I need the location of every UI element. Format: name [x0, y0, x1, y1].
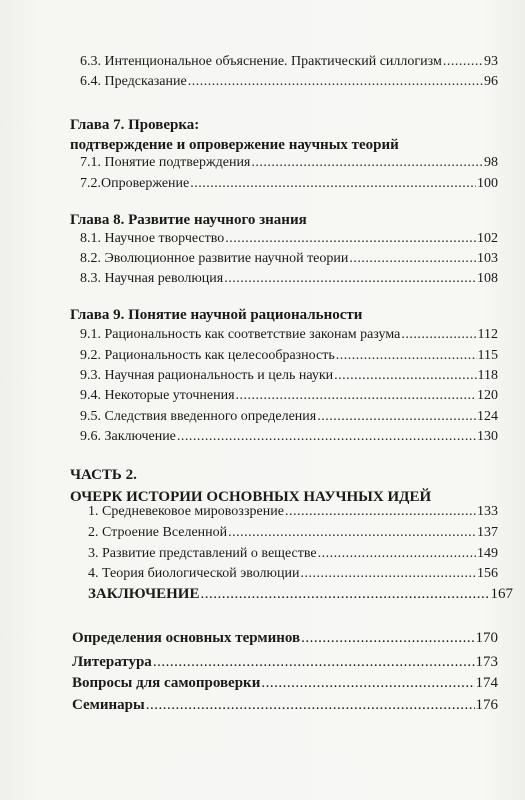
dot-leader [443, 54, 483, 70]
toc-entry-title: Семинары [72, 697, 145, 713]
toc-entry-page: 118 [477, 368, 498, 383]
dot-leader [336, 348, 477, 364]
toc-entry-title: 9.1. Рациональность как соответствие законам разума [80, 327, 401, 342]
toc-entry-page: 137 [477, 525, 498, 540]
toc-entry-page: 174 [475, 675, 498, 691]
toc-entry-conclusion [88, 586, 513, 602]
dot-leader [317, 409, 476, 425]
part-heading-2: ЧАСТЬ 2. [70, 467, 137, 483]
toc-entry-page: 93 [484, 54, 498, 69]
dot-leader [228, 525, 476, 541]
toc-entry-6-4 [80, 74, 498, 90]
toc-entry-9-5 [80, 409, 498, 425]
toc-entry-page: 156 [477, 566, 498, 581]
toc-entry-page: 98 [484, 155, 498, 170]
toc-entry-title: 9.3. Научная рациональность и цель науки [80, 368, 334, 383]
toc-entry-8-2 [80, 251, 498, 267]
toc-entry-page: 100 [477, 176, 498, 191]
toc-entry-9-3 [80, 368, 498, 384]
toc-entry-page: 112 [477, 327, 498, 342]
toc-entry-title: 9.5. Следствия введенного определения [80, 409, 317, 424]
dot-leader [401, 327, 476, 343]
dot-leader [334, 368, 476, 384]
toc-entry-page: 103 [477, 251, 498, 266]
toc-entry-title: 3. Развитие представлений о веществе [88, 546, 317, 561]
toc-entry-title: Определения основных терминов [72, 630, 301, 646]
dot-leader [251, 155, 483, 171]
toc-entry-p2-3 [88, 546, 498, 562]
toc-entry-title: 2. Строение Вселенной [88, 525, 228, 540]
toc-entry-page: 170 [475, 630, 498, 646]
toc-entry-title: ЗАКЛЮЧЕНИЕ [88, 586, 200, 602]
toc-entry-page: 120 [477, 388, 498, 403]
dot-leader [224, 271, 476, 287]
toc-entry-page: 176 [475, 697, 498, 713]
toc-entry-title: 8.3. Научная революция [80, 271, 224, 286]
dot-leader [318, 546, 476, 562]
toc-entry-page: 124 [477, 409, 498, 424]
dot-leader [236, 388, 476, 404]
chapter-heading-8: Глава 8. Развитие научного знания [70, 212, 307, 228]
dot-leader [300, 566, 476, 582]
toc-entry-8-1 [80, 231, 498, 247]
toc-entry-page: 130 [477, 429, 498, 444]
toc-entry-page: 115 [477, 348, 498, 363]
toc-entry-9-6 [80, 429, 498, 445]
toc-entry-title: 6.4. Предсказание [80, 74, 187, 89]
toc-entry-title: 1. Средневековое мировоззрение [88, 504, 284, 519]
dot-leader [146, 697, 475, 713]
part-heading-2-subtitle: ОЧЕРК ИСТОРИИ ОСНОВНЫХ НАУЧНЫХ ИДЕЙ [70, 489, 432, 505]
toc-entry-title: 9.2. Рациональность как целесообразность [80, 348, 335, 363]
toc-entry-9-4 [80, 388, 498, 404]
toc-entry-literature [72, 654, 498, 670]
toc-entry-page: 102 [477, 231, 498, 246]
toc-entry-6-3 [80, 54, 498, 70]
toc-entry-seminars [72, 697, 498, 713]
chapter-heading-7-subtitle: подтверждение и опровержение научных теорий [70, 137, 399, 153]
dot-leader [188, 74, 483, 90]
toc-entry-definitions [72, 630, 498, 646]
toc-entry-title: 8.2. Эволюционное развитие научной теории [80, 251, 349, 266]
toc-entry-title: Литература [72, 654, 152, 670]
toc-entry-self-check [72, 675, 498, 691]
toc-entry-7-2 [80, 176, 498, 192]
toc-entry-title: 7.1. Понятие подтверждения [80, 155, 251, 170]
dot-leader [200, 586, 489, 602]
toc-entry-page: 108 [477, 271, 498, 286]
toc-entry-title: 6.3. Интенциональное объяснение. Практический силлогизм [80, 54, 442, 69]
toc-entry-7-1 [80, 155, 498, 171]
toc-entry-title: 9.6. Заключение [80, 429, 176, 444]
dot-leader [285, 504, 476, 520]
chapter-heading-7: Глава 7. Проверка: [70, 117, 200, 133]
toc-entry-page: 96 [484, 74, 498, 89]
toc-entry-p2-2 [88, 525, 498, 541]
toc-entry-p2-1 [88, 504, 498, 520]
toc-entry-page: 173 [475, 654, 498, 670]
toc-entry-9-1 [80, 327, 498, 343]
dot-leader [177, 429, 476, 445]
dot-leader [301, 630, 474, 646]
toc-entry-page: 167 [490, 586, 513, 602]
toc-entry-title: 7.2.Опровержение [80, 176, 190, 191]
dot-leader [349, 251, 476, 267]
dot-leader [261, 675, 474, 691]
toc-entry-title: 8.1. Научное творчество [80, 231, 225, 246]
toc-entry-p2-4 [88, 566, 498, 582]
toc-entry-title: 9.4. Некоторые уточнения [80, 388, 235, 403]
dot-leader [225, 231, 476, 247]
toc-entry-8-3 [80, 271, 498, 287]
toc-entry-title: Вопросы для самопроверки [72, 675, 261, 691]
toc-entry-title: 4. Теория биологической эволюции [88, 566, 300, 581]
dot-leader [153, 654, 475, 670]
toc-entry-page: 133 [477, 504, 498, 519]
chapter-heading-9: Глава 9. Понятие научной рациональности [70, 307, 363, 323]
dot-leader [190, 176, 476, 192]
toc-entry-page: 149 [477, 546, 498, 561]
toc-entry-9-2 [80, 348, 498, 364]
